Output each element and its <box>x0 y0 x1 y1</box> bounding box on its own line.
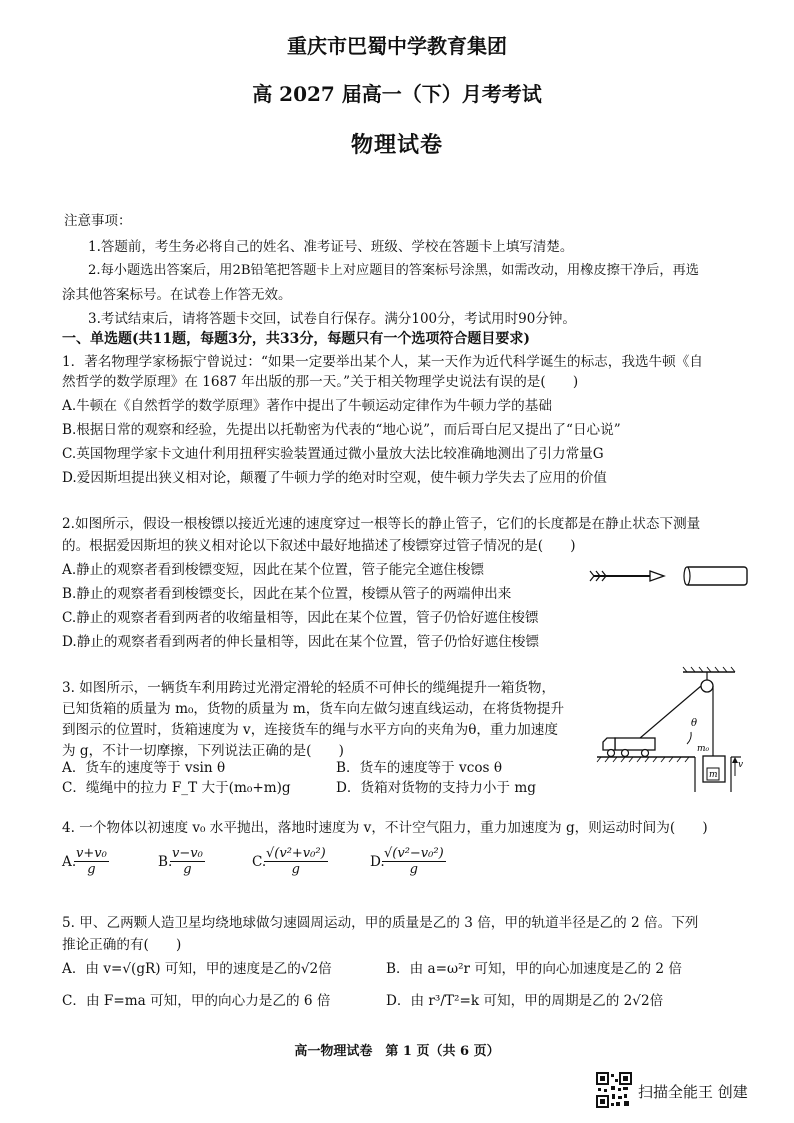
q5-option-b: B．由 a=ω²r 可知，甲的向心加速度是乙的 2 倍 <box>386 961 682 977</box>
q5-stem-1: 5. 甲、乙两颗人造卫星均绕地球做匀速圆周运动，甲的质量是乙的 3 倍，甲的轨道半径是乙的 2 倍。下列 <box>62 915 699 931</box>
q4-option-b-label: B. <box>158 854 173 870</box>
note-1: 1.答题前，考生务必将自己的姓名、准考证号、班级、学校在答题卡上填写清楚。 <box>88 239 574 255</box>
q4-a-numerator: v+v₀ <box>76 846 107 861</box>
q1-option-a: A.牛顿在《自然哲学的数学原理》著作中提出了牛顿运动定律作为牛顿力学的基础 <box>62 398 552 414</box>
q4-c-numerator: √(v²+v₀²) <box>266 846 326 861</box>
note-2a: 2.每小题选出答案后，用2B铅笔把答题卡上对应题目的答案标号涂黑，如需改动，用橡皮擦干净后，再选 <box>88 263 699 278</box>
q3-stem-2: 已知货箱的质量为 m₀，货物的质量为 m，货车向左做匀速直线运动，在将货物提升 <box>62 701 565 717</box>
notes-title: 注意事项： <box>64 213 132 229</box>
q1-stem-1: 1．著名物理学家杨振宁曾说过：“如果一定要举出某个人，某一天作为近代科学诞生的标志，我选牛顿《自 <box>62 354 703 370</box>
q2-option-a: A.静止的观察者看到梭镖变短，因此在某个位置，管子能完全遮住梭镖 <box>62 562 484 578</box>
q4-stem: 4. 一个物体以初速度 v₀ 水平抛出，落地时速度为 v，不计空气阻力，重力加速度为 g，则运动时间为( ) <box>62 820 708 836</box>
q4-option-c-label: C. <box>252 854 267 870</box>
q2-option-d: D.静止的观察者看到两者的伸长量相等，因此在某个位置，管子仍恰好遮住梭镖 <box>62 634 539 650</box>
exam-title: 高 2027 届高一（下）月考考试 <box>252 82 542 106</box>
q5-option-a: A．由 v=√(gR) 可知，甲的速度是乙的√2倍 <box>62 961 332 977</box>
q3-stem-1: 3. 如图所示，一辆货车利用跨过光滑定滑轮的轻质不可伸长的缆绳提升一箱货物， <box>62 680 556 696</box>
q5-stem-2: 推论正确的有( ) <box>62 937 182 953</box>
ceiling <box>683 667 735 672</box>
scanner-watermark-text: 扫描全能王 创建 <box>638 1083 748 1101</box>
pulley-icon <box>701 680 713 692</box>
q4-a-denominator: g <box>87 862 96 877</box>
q4-option-b-fraction <box>170 846 205 877</box>
spear-icon <box>590 571 664 581</box>
note-3: 3.考试结束后，请将答题卡交回，试卷自行保存。满分100分，考试用时90分钟。 <box>88 311 576 327</box>
q4-b-numerator: v−v₀ <box>172 846 203 861</box>
fig-m-label: m <box>709 770 718 780</box>
q2-spear-tube-figure <box>588 562 754 592</box>
q4-option-d-label: D. <box>370 854 385 870</box>
school-name: 重庆市巴蜀中学教育集团 <box>287 34 507 58</box>
q1-option-b: B.根据日常的观察和经验，先提出以托勒密为代表的“地心说”，而后哥白尼又提出了“日心说” <box>62 422 621 438</box>
q2-option-c: C.静止的观察者看到两者的收缩量相等，因此在某个位置，管子仍恰好遮住梭镖 <box>62 610 539 626</box>
qr-code-icon <box>596 1072 632 1108</box>
q4-option-a-fraction <box>74 846 109 877</box>
subject-title: 物理试卷 <box>350 132 443 158</box>
q3-option-a: A．货车的速度等于 vsin θ <box>62 760 226 776</box>
q3-truck-pulley-figure <box>595 664 745 796</box>
q4-d-denominator: g <box>409 862 418 877</box>
section-1-heading: 一、单选题(共11题，每题3分，共33分，每题只有一个选项符合题目要求) <box>62 331 530 347</box>
q4-b-denominator: g <box>183 862 192 877</box>
note-2b: 涂其他答案标号。在试卷上作答无效。 <box>62 287 292 303</box>
fig-v-label: v <box>738 760 744 770</box>
q1-option-d: D.爱因斯坦提出狭义相对论，颠覆了牛顿力学的绝对时空观，使牛顿力学失去了应用的价值 <box>62 470 607 486</box>
q2-stem-1: 2.如图所示，假设一根梭镖以接近光速的速度穿过一根等长的静止管子，它们的长度都是在静止状态下测量 <box>62 516 701 532</box>
q3-option-b: B．货车的速度等于 vcos θ <box>336 760 503 776</box>
q1-option-c: C.英国物理学家卡文迪什利用扭秤实验装置通过微小量放大法比较准确地测出了引力常量G <box>62 446 604 462</box>
page-footer: 高一物理试卷 第 1 页（共 6 页） <box>294 1044 500 1059</box>
q3-option-d: D．货箱对货物的支持力小于 mg <box>336 780 536 796</box>
q2-option-b: B.静止的观察者看到梭镖变长，因此在某个位置，梭镖从管子的两端伸出来 <box>62 586 512 602</box>
q1-stem-2: 然哲学的数学原理》在 1687 年出版的那一天。”关于相关物理学史说法有误的是( ) <box>62 374 579 390</box>
tube-icon <box>684 567 747 585</box>
q4-option-c-fraction <box>264 846 328 877</box>
fig-m0-label: m₀ <box>697 744 710 754</box>
q3-option-c: C．缆绳中的拉力 F_T 大于(m₀+m)g <box>62 780 291 796</box>
truck-icon <box>603 738 655 757</box>
q3-stem-4: 为 g，不计一切摩擦，下列说法正确的是( ) <box>62 743 344 759</box>
q5-option-c: C．由 F=ma 可知，甲的向心力是乙的 6 倍 <box>62 993 331 1009</box>
q4-option-d-fraction <box>382 846 446 877</box>
q2-stem-2: 的。根据爱因斯坦的狭义相对论以下叙述中最好地描述了梭镖穿过管子情况的是( ) <box>62 538 576 554</box>
q4-option-a-label: A. <box>62 854 77 870</box>
q4-c-denominator: g <box>291 862 300 877</box>
q5-option-d: D．由 r³/T²=k 可知，甲的周期是乙的 2√2倍 <box>386 993 664 1009</box>
q3-stem-3: 到图示的位置时，货箱速度为 v，连接货车的绳与水平方向的夹角为θ，重力加速度 <box>62 722 558 738</box>
fig-theta-label: θ <box>691 718 698 729</box>
q4-d-numerator: √(v²−v₀²) <box>384 846 444 861</box>
